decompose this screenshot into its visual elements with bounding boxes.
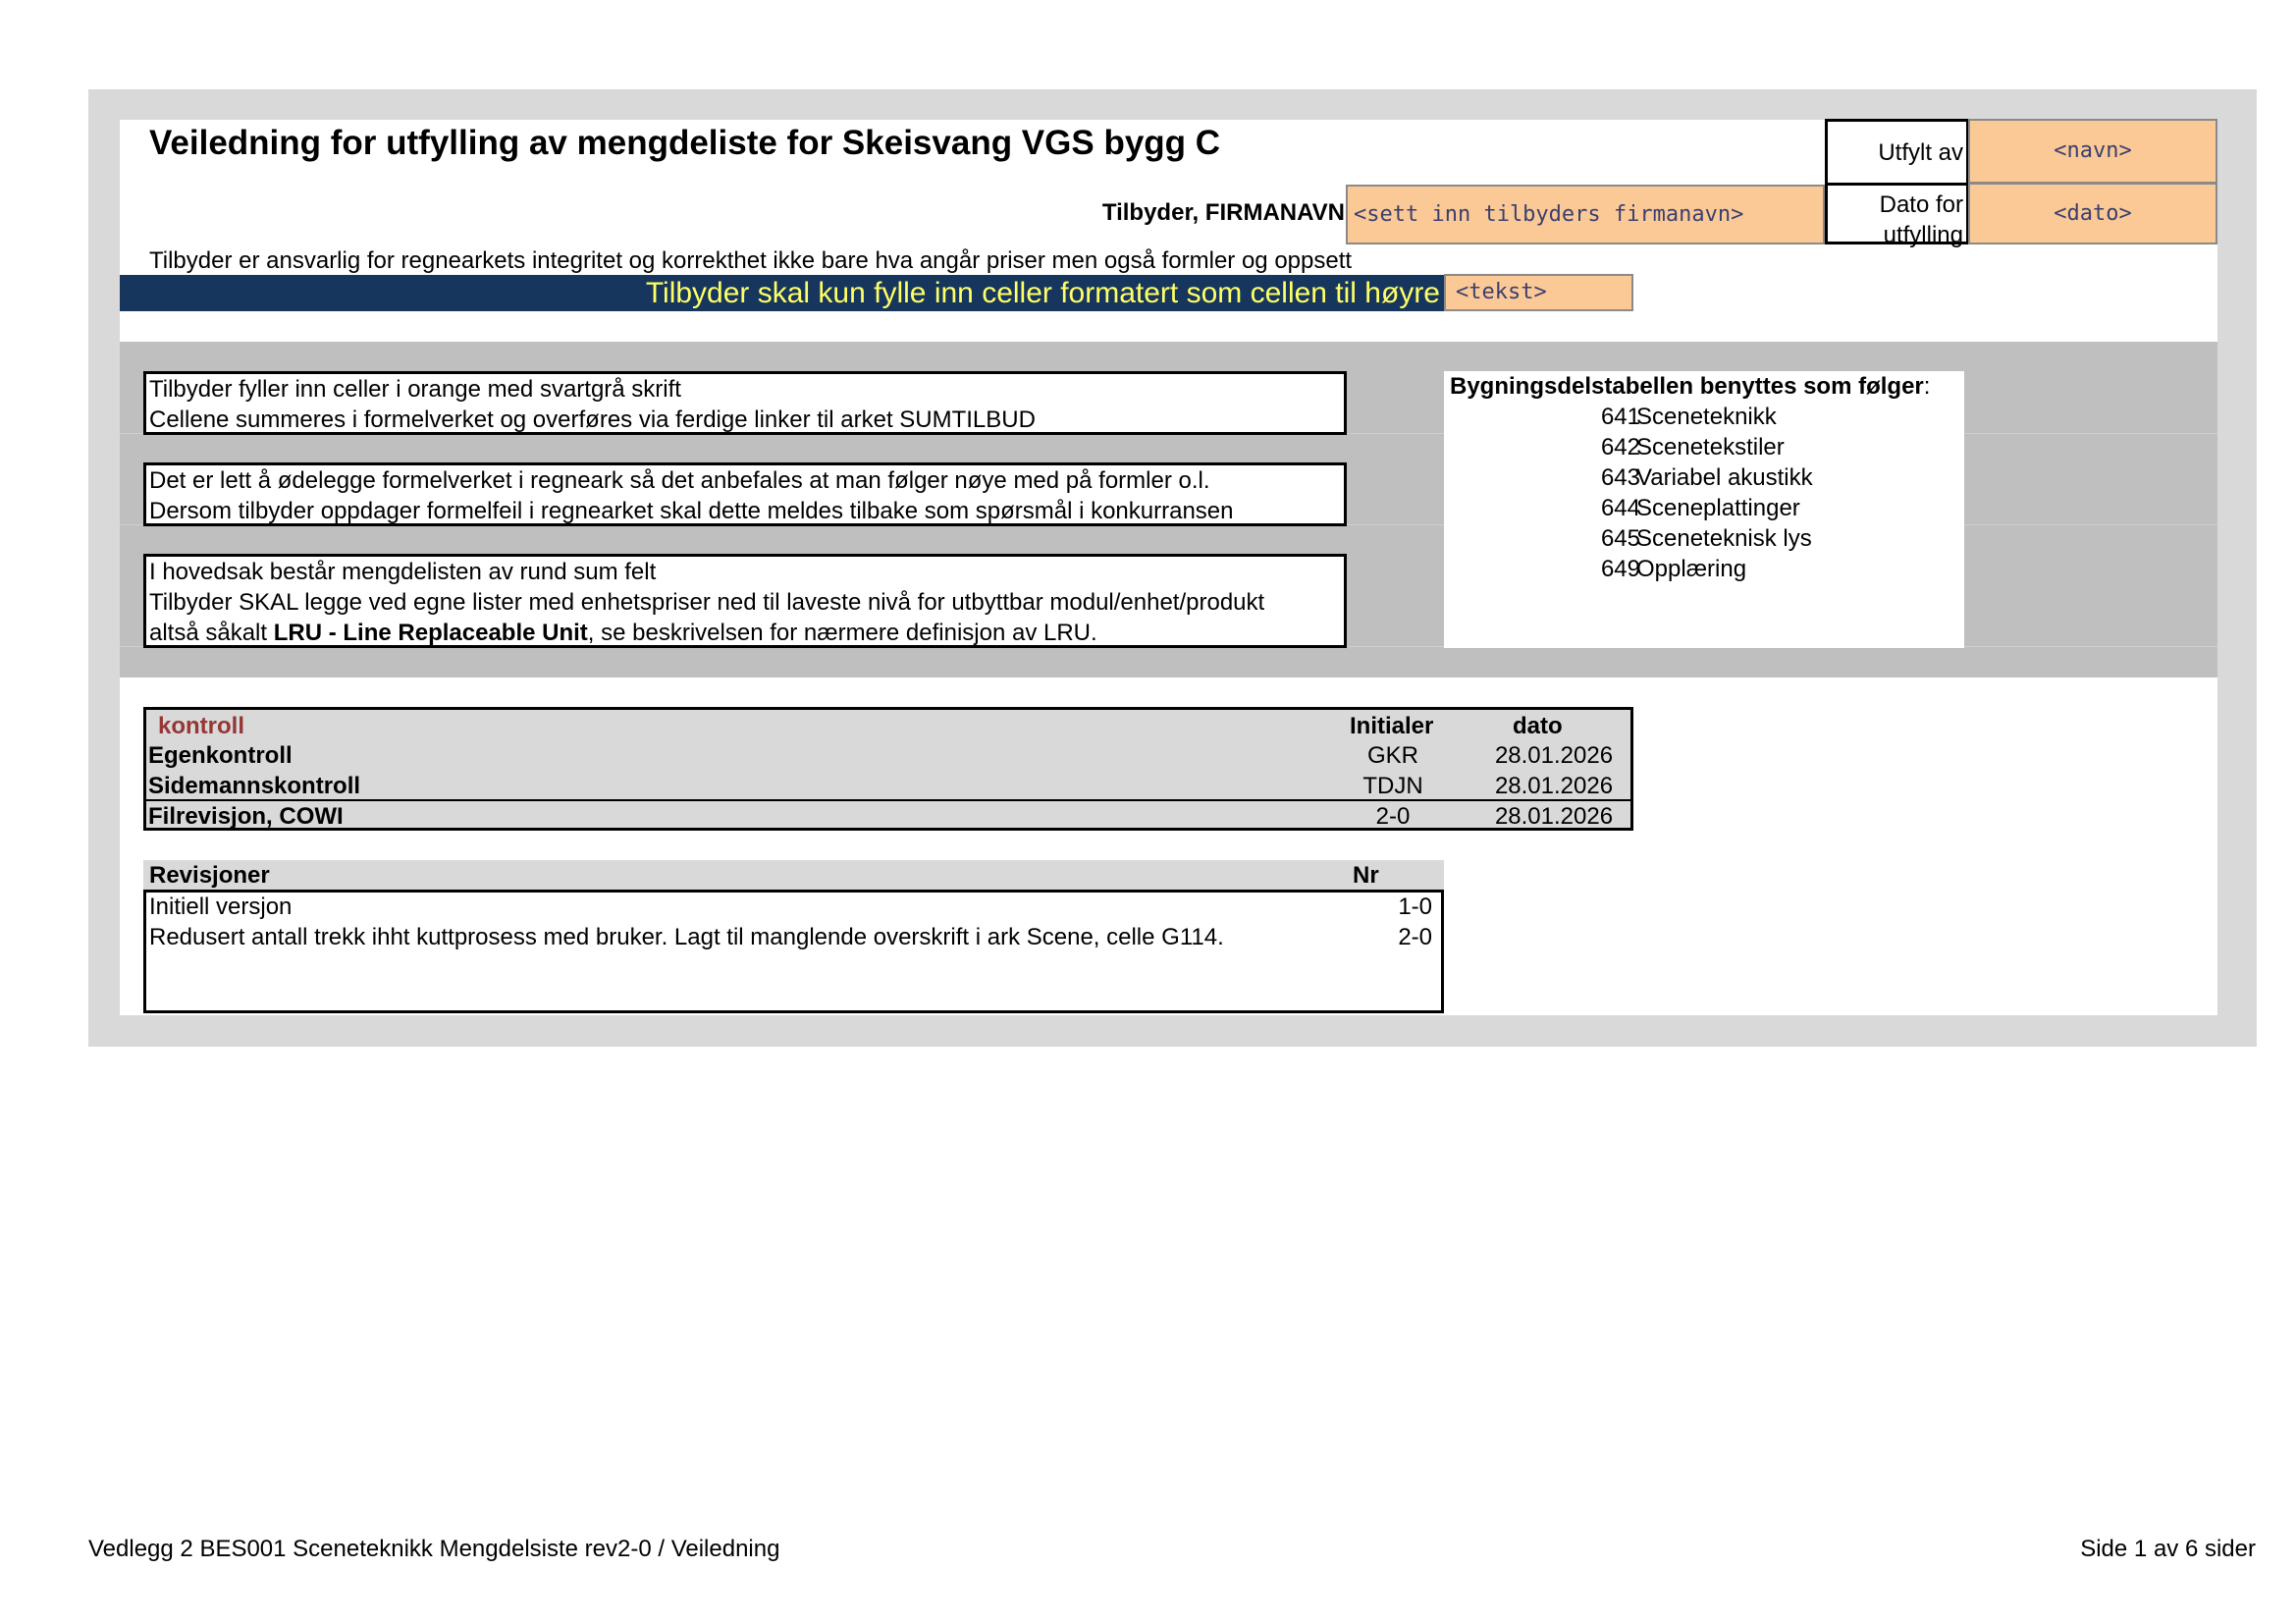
lru-term: LRU - Line Replaceable Unit [273, 620, 588, 646]
revisjon-text: Redusert antall trekk ihht kuttprosess med bruker. Lagt til manglende overskrift i ark Scene, celle G114. [149, 924, 1224, 950]
revisjon-nr: 1-0 [1398, 893, 1432, 920]
kontroll-row-name: Sidemannskontroll [148, 773, 361, 799]
bygningsdel-nr: 649 [1600, 556, 1640, 582]
bygningsdel-name: Variabel akustikk [1636, 464, 1813, 491]
dato-label-line2: utfylling [1883, 222, 1963, 248]
info-text: altså såkalt [149, 620, 274, 646]
instruction-banner-text: Tilbyder skal kun fylle inn celler formatert som cellen til høyre [645, 277, 1440, 309]
info-line [149, 618, 1344, 648]
utfylt-label: Utfylt av [1878, 139, 1963, 166]
info-box-orange-cells [143, 371, 1347, 435]
revisjoner-header-bg [143, 860, 1444, 891]
bygningsdel-title [1450, 373, 1930, 401]
info-line: Tilbyder SKAL legge ved egne lister med enhetspriser ned til laveste nivå for utbyttbar modul/enhet/produkt [149, 589, 1265, 616]
dato-label [1880, 189, 1963, 250]
bygningsdel-name: Sceneteknisk lys [1636, 525, 1812, 552]
bygningsdel-title-suffix: : [1923, 373, 1931, 400]
bygningsdel-nr: 641 [1600, 404, 1640, 430]
ansvar-text: Tilbyder er ansvarlig for regnearkets integritet og korrekthet ikke bare hva angår priser men også formler og oppsett [149, 247, 1353, 274]
kontroll-col-dato: dato [1513, 713, 1563, 739]
kontroll-header: kontroll [158, 713, 244, 739]
firma-input[interactable]: <sett inn tilbyders firmanavn> [1346, 185, 1825, 244]
info-line: Cellene summeres i formelverket og overføres via ferdige linker til arket SUMTILBUD [149, 406, 1036, 433]
utfylt-label-cell [1825, 119, 1969, 184]
instruction-banner [120, 275, 1444, 311]
kontroll-col-initialer: Initialer [1350, 713, 1434, 739]
bygningsdel-panel [1444, 371, 1964, 648]
kontroll-row-name: Egenkontroll [148, 742, 293, 769]
bygningsdel-name: Sceneteknikk [1636, 404, 1777, 430]
info-line: I hovedsak består mengdelisten av rund sum felt [149, 559, 657, 585]
kontroll-table [143, 707, 1633, 831]
bygningsdel-nr: 643 [1600, 464, 1640, 491]
dato-label-line1: Dato for [1879, 191, 1963, 218]
dato-input[interactable]: <dato> [1968, 183, 2217, 244]
page-title: Veiledning for utfylling av mengdeliste for Skeisvang VGS bygg C [149, 124, 1221, 162]
footer-page-number: Side 1 av 6 sider [2080, 1536, 2256, 1562]
kontroll-row-name: Filrevisjon, COWI [148, 803, 344, 830]
kontroll-row-date: 28.01.2026 [1494, 742, 1614, 769]
kontroll-row-init: GKR [1366, 742, 1418, 769]
revisjoner-header: Revisjoner [149, 862, 270, 889]
sample-input-cell[interactable]: <tekst> [1444, 274, 1633, 311]
kontroll-row-init: TDJN [1362, 773, 1423, 799]
kontroll-row-init: 2-0 [1375, 803, 1411, 830]
info-box-lru [143, 554, 1347, 648]
revisjoner-col-nr: Nr [1353, 862, 1379, 889]
firma-label: Tilbyder, FIRMANAVN [1101, 199, 1345, 226]
revisjoner-table [143, 890, 1444, 1013]
info-text: , se beskrivelsen for nærmere definisjon av LRU. [587, 620, 1097, 646]
bygningsdel-nr: 645 [1600, 525, 1640, 552]
kontroll-row-date: 28.01.2026 [1494, 773, 1614, 799]
bygningsdel-nr: 642 [1600, 434, 1640, 460]
bygningsdel-name: Scenetekstiler [1636, 434, 1785, 460]
bygningsdel-title-text: Bygningsdelstabellen benyttes som følger [1450, 373, 1924, 400]
info-box-formulas [143, 462, 1347, 526]
footer-document-name: Vedlegg 2 BES001 Sceneteknikk Mengdelsiste rev2-0 / Veiledning [88, 1536, 780, 1562]
revisjon-text: Initiell versjon [149, 893, 293, 920]
bygningsdel-name: Sceneplattinger [1636, 495, 1800, 521]
dato-label-cell [1825, 183, 1969, 248]
bygningsdel-name: Opplæring [1636, 556, 1747, 582]
info-line: Dersom tilbyder oppdager formelfeil i regnearket skal dette meldes tilbake som spørsmål i konkurransen [149, 498, 1234, 524]
bygningsdel-nr: 644 [1600, 495, 1640, 521]
info-line: Det er lett å ødelegge formelverket i regneark så det anbefales at man følger nøye med på formler o.l. [149, 467, 1210, 494]
kontroll-separator [146, 799, 1630, 801]
kontroll-row-date: 28.01.2026 [1494, 803, 1614, 830]
info-line: Tilbyder fyller inn celler i orange med svartgrå skrift [149, 376, 681, 403]
navn-input[interactable]: <navn> [1968, 119, 2217, 184]
revisjon-nr: 2-0 [1398, 924, 1432, 950]
